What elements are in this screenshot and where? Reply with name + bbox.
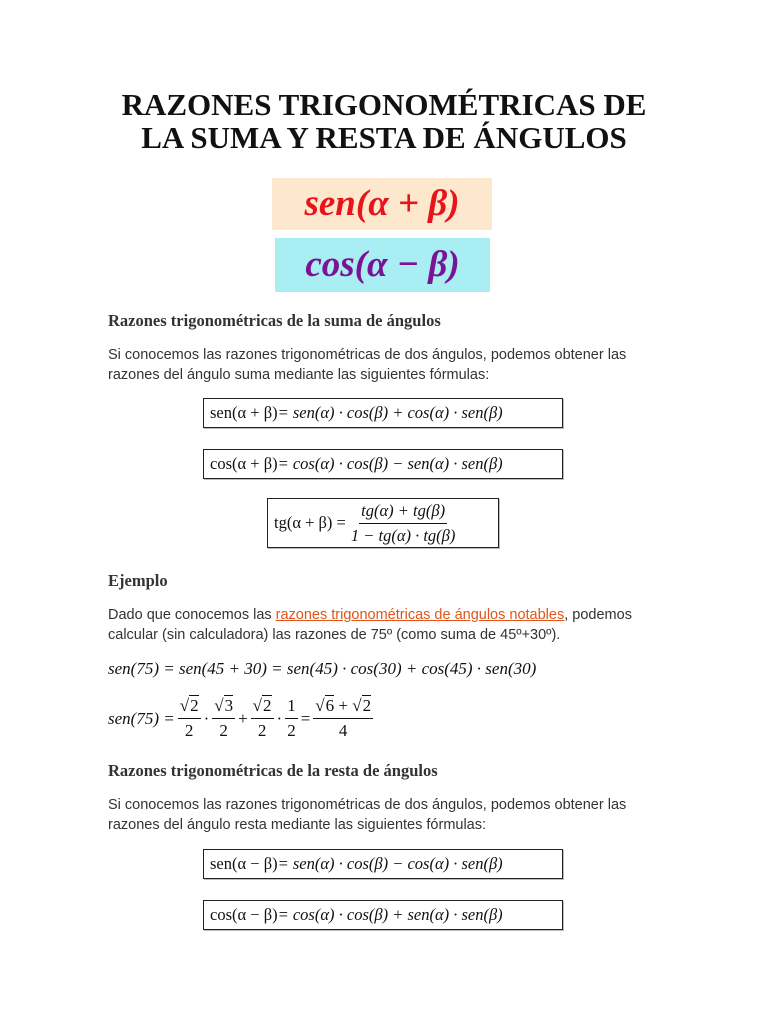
hero-cos-formula: cos(α − β) <box>275 238 490 292</box>
tg-fraction: $\frac{tg(\alpha) + tg(\beta)}{1 - tg(\alpha) \cdot tg(\beta)}$ <box>350 500 456 545</box>
frac-sqrt3-over-2: $\frac{√3}{2}$ <box>214 696 234 740</box>
frac-sqrt2-over-2-b: $\frac{√2}{2}$ <box>252 696 272 740</box>
formula-tg-suma: tg(α + β) = $\frac{tg(\alpha) + tg(\beta)}{1 - tg(\alpha) \cdot tg(\beta)}$ <box>267 498 499 548</box>
frac-sqrt2-over-2: $\frac{√2}{2}$ <box>179 696 199 740</box>
hero-sen-formula: sen(α + β) <box>272 178 492 230</box>
suma-heading: Razones trigonométricas de la suma de ángulos <box>108 311 441 330</box>
formula-sen-resta: sen(α − β) = sen(α) · cos(β) − cos(α) · sen(β) <box>203 849 563 879</box>
example-eq1: sen(75) = sen(45 + 30) = sen(45) · cos(30) + cos(45) · sen(30) <box>108 659 537 678</box>
ejemplo-text: Dado que conocemos las razones trigonométricas de ángulos notables, podemos calcular (sin calculadora) las razones de 75º (como suma de 45º+30º). <box>108 607 632 643</box>
suma-intro: Si conocemos las razones trigonométricas de dos ángulos, podemos obtener las razones del ángulo suma mediante las siguientes fórmulas: <box>108 347 627 383</box>
notable-angles-link[interactable]: razones trigonométricas de ángulos notables <box>275 607 565 623</box>
frac-result: $\frac{√6 + √2}{4}$ <box>315 696 372 740</box>
formula-cos-suma: cos(α + β) = cos(α) · cos(β) − sen(α) · sen(β) <box>203 449 563 479</box>
formula-sen-suma: sen(α + β) = sen(α) · cos(β) + cos(α) · sen(β) <box>203 398 563 428</box>
ejemplo-heading: Ejemplo <box>108 571 168 590</box>
page-title: RAZONES TRIGONOMÉTRICAS DE LA SUMA Y RESTA DE ÁNGULOS <box>121 87 647 155</box>
example-eq2: sen(75) = $\frac{√2}{2}$ · $\frac{√3}{2}$ + $\frac{√2}{2}$ · $\frac{1}{2}$ = $\frac{√6 + √2}{4}$ <box>108 696 372 740</box>
resta-intro: Si conocemos las razones trigonométricas de dos ángulos, podemos obtener las razones del ángulo resta mediante las siguientes fórmulas: <box>108 797 627 833</box>
formula-cos-resta: cos(α − β) = cos(α) · cos(β) + sen(α) · sen(β) <box>203 900 563 930</box>
frac-1-over-2: $\frac{1}{2}$ <box>287 696 296 740</box>
resta-heading: Razones trigonométricas de la resta de ángulos <box>108 761 438 780</box>
